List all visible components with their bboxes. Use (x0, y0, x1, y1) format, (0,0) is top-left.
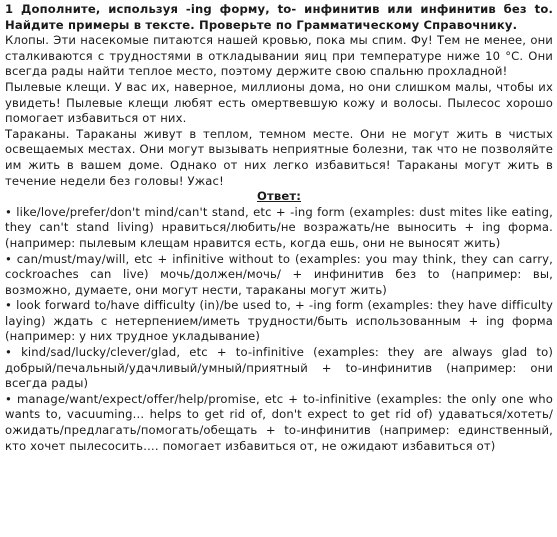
answer-item-can-must: • can/must/may/will, etc + infinitive without to (examples: you may think, they can carry, cockroaches can live) мочь/должен/мочь/ + инфинитив без to (например: вы, возможно, думаете, они могут нести, тараканы могут жить) (5, 251, 553, 297)
answer-item-like-love: • like/love/prefer/don't mind/can't stand, etc + -ing form (examples: dust mites like eating, they can't stand living) нравиться/любить/не возражать/не выносить + ing форма. (например: пылевым клещам нравится есть, когда ешь, они не выносят жить) (5, 204, 553, 250)
answer-item-kind-sad: • kind/sad/lucky/clever/glad, etc + to-infinitive (examples: they are always glad to) добрый/печальный/удачливый/умный/приятный + to-инфинитив (например: они всегда рады) (5, 345, 553, 391)
answer-item-look-forward: • look forward to/have difficulty (in)/be used to, + -ing form (examples: they have difficulty laying) ждать с нетерпением/иметь трудности/быть использованным + ing форма (например: у них трудное укладывание) (5, 298, 553, 344)
answer-title: Ответ: (256, 189, 302, 204)
paragraph-cockroaches: Тараканы. Тараканы живут в теплом, темном месте. Они не могут жить в чистых освещаемых местах. Они могут вызывать неприятные болезни, так что не позволяйте им жить в вашем доме. Однако от них легко избавиться! Тараканы могут жить в течение недели без головы! Ужас! (5, 126, 553, 188)
paragraph-dust-mites: Пылевые клещи. У вас их, наверное, миллионы дома, но они слишком малы, чтобы их увидеть! Пылевые клещи любят есть омертвевшую кожу и волосы. Пылесос хорошо помогает избавиться от них. (5, 79, 553, 126)
task-heading: 1 Дополните, используя -ing форму, to- инфинитив или инфинитив без to. Найдите примеры в тексте. Проверьте по Грамматическому Справочнику. (5, 2, 553, 32)
paragraph-bedbugs: Клопы. Эти насекомые питаются нашей кровью, пока мы спим. Фу! Тем не менее, они сталкиваются с трудностями в откладывании яиц при температуре ниже 10 °С. Они всегда рады найти теплое место, поэтому держите свою спальню прохладной! (5, 33, 553, 79)
answer-item-manage-want: • manage/want/expect/offer/help/promise, etc + to-infinitive (examples: the only one who wants to, vacuuming... helps to get rid of, don't expect to get rid of) удаваться/хотеть/ожидать/предлагать/помогать/обещать + to-инфинитив (например: единственный, кто хочет пылесосить…. помогает избавиться от, не ожидают избавиться от) (5, 391, 553, 453)
